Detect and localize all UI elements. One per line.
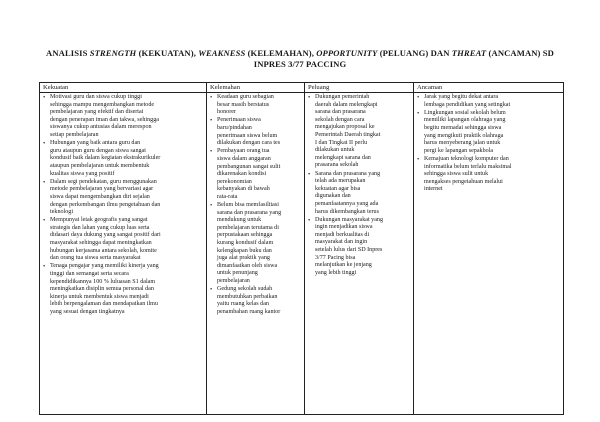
- ancaman-item: • Lingkungan sosial sekolah belum memiliki lapangan olahraga yang begitu memadai sehingga siswa yang mengikuti praktik olahraga harus menyeberang jalan untuk pergi ke lapangan sepakbola: [416, 110, 561, 156]
- header-ancaman: Ancaman: [414, 83, 564, 93]
- title-strength: STRENGTH: [89, 48, 137, 58]
- peluang-item: • Dukungan pemerintah daerah dalam melengkapi sarana dan prasarana sekolah dengan cara mengajukan proposal ke Pemerintah Daerah tingkat I dan Tingkat II perlu dilakukan untuk melengkapi sarana dan prasarana sekolah: [307, 94, 411, 170]
- header-row: [40, 83, 564, 93]
- title-text: (PELUANG) DAN: [377, 48, 452, 58]
- kelemahan-item: • Gedung sekolah sudah membutuhkan perbaikan yaitu ruang kelas dan penambahan ruang kantor: [209, 286, 302, 316]
- cell-kekuatan: [40, 93, 207, 415]
- kekuatan-item: • Dalam segi pendekatan, guru menggunakan metode pembelajaran yang bervariasi agar siswa dapat mengembangkan diri sejalan dengan perkembangan ilmu pengetahuan dan teknologi: [42, 179, 204, 217]
- ancaman-item: • Kemajuan teknologi komputer dan informatika belum terlalu maksimal sehingga siswa sulit untuk mengakses pengetahuan melalui internet: [416, 156, 561, 194]
- swot-table: [39, 82, 564, 415]
- kekuatan-item: • Hubungan yang baik antara guru dan guru ataupun guru dengan siswa sangat kondusif baik dalam kegiatan ekstrakurikuler ataupun pembelajaran untuk membentuk kualitas siswa yang positif: [42, 140, 204, 178]
- peluang-list: [307, 94, 411, 277]
- kelemahan-item: • Keadaan guru sebagian besar masih berstatus honorer: [209, 94, 302, 117]
- title-weakness: WEAKNESS: [198, 48, 246, 58]
- header-kelemahan: Kelemahan: [207, 83, 305, 93]
- header-peluang: Peluang: [305, 83, 414, 93]
- peluang-item: • Dukungan masyarakat yang ingin menjadikan siswa menjadi berkualitas di masyarakat dan ingin setelah lulus dari SD Inpres 3/77 Pacing bisa melanjutkan ke jenjang yang lebih tinggi: [307, 217, 411, 278]
- peluang-item: • Sarana dan prasarana yang telah ada merupakan kekuatan agar bisa digunakan dan pemanfaatannya yang ada harus dikembangkan terus: [307, 171, 411, 217]
- title-line-2: INPRES 3/77 PACCING: [253, 59, 347, 69]
- content-row: [40, 93, 564, 415]
- title-text: (KELEMAHAN),: [245, 48, 317, 58]
- kekuatan-list: [42, 94, 204, 317]
- kelemahan-list: [209, 94, 302, 317]
- cell-peluang: [305, 93, 414, 415]
- ancaman-list: [416, 94, 561, 194]
- kelemahan-item: • Penerimaan siswa baru/pindahan penerimaan siswa belum dilakukan dengan cara tes: [209, 117, 302, 147]
- title-text: (ANCAMAN) SD: [486, 48, 554, 58]
- title-opportunity: OPPORTUNITY: [316, 48, 378, 58]
- cell-kelemahan: [207, 93, 305, 415]
- title-threat: THREAT: [451, 48, 487, 58]
- title-line-1: [40, 48, 560, 59]
- ancaman-item: • Jarak yang begitu dekat antara lembaga pendidikan yang setingkat: [416, 94, 561, 109]
- kekuatan-item: • Motivasi guru dan siswa cukup tinggi sehingga mampu mengembangkan metode pembelajaran yang efektif dan disertai dengan penerapan iman dan takwa, sehingga siswanya cukup antusias dalam merespon setiap pembelajaran: [42, 94, 204, 140]
- kelemahan-item: • Belum bisa memfasilitasi sarana dan prasarana yang mendukung untuk pembelajaran terutama di perpustakaan sehingga kurang kondusif dalam kelengkapan buku dan juga alat praktik yang dimanfaatkan oleh siswa untuk penunjang pembelajaran: [209, 202, 302, 286]
- header-kekuatan: Kekuatan: [40, 83, 207, 93]
- cell-ancaman: [414, 93, 564, 415]
- kelemahan-item: • Pembayaan orang tua siswa dalam anggaran pembangunan sangat sulit dikarenakan kondisi perekonomian kebanyakan di bawah rata-rata: [209, 148, 302, 201]
- document-title: [40, 48, 560, 70]
- title-text: ANALISIS: [46, 48, 90, 58]
- kekuatan-item: • Tenaga pengajar yang memiliki kinerja yang tinggi dan semangat serta secara kependidikannya 100 % luluasan S1 dalam meningkatkan disiplin semua personal dan kinerja untuk membentuk siswa menjadi lebih berpengalaman dan mendapatkan ilmu yang sesuai dengan tingkatnya: [42, 263, 204, 316]
- kekuatan-item: • Mempunyai letak geografis yang sangat strategis dan lahan yang cukup luas serta didasari daya dukung yang sangat positif dari masyarakat sehingga dapat meningkatkan hubungan kerjasama antara sekolah, komite dan orang tua siswa serta masyarakat: [42, 217, 204, 263]
- title-text: (KEKUATAN),: [136, 48, 199, 58]
